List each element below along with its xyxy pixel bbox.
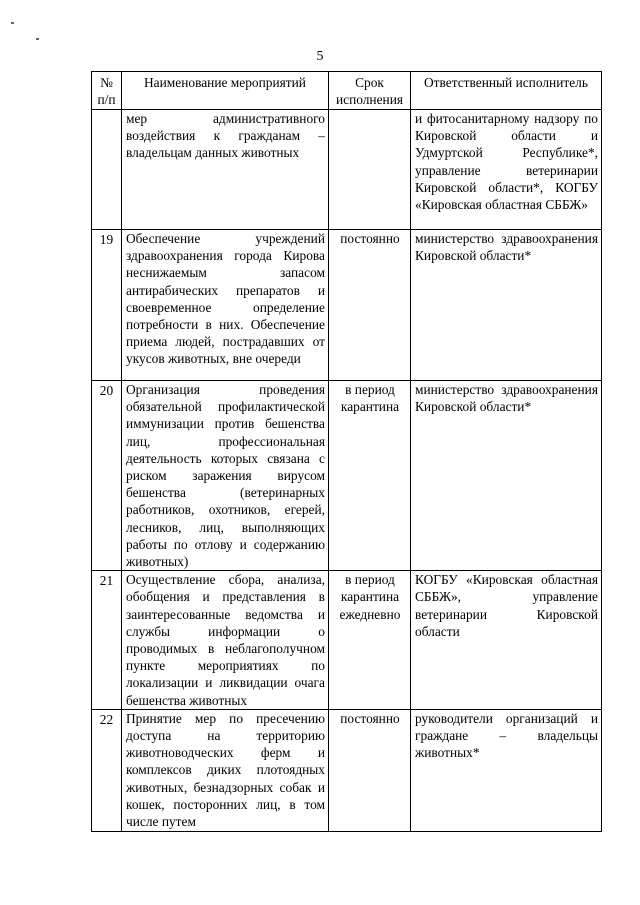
table-row [92,230,602,381]
page-number: 5 [316,49,324,64]
column-header-name: Наименование мероприятий [122,72,329,110]
row-measure: мер административного воздействия к гражданам – владельцам данных животных [122,110,329,230]
row-number: 21 [92,571,122,710]
row-responsible: министерство здравоохранения Кировской области* [411,230,602,381]
row-term: в период карантина ежедневно [329,571,411,710]
column-header-responsible: Ответственный исполнитель [411,72,602,110]
row-number: 20 [92,381,122,571]
table-row [92,571,602,710]
row-responsible: министерство здравоохранения Кировской области* [411,381,602,571]
table-header-row [92,72,602,110]
column-header-number: № п/п [92,72,122,110]
scan-mark [36,38,39,40]
row-term: в период карантина [329,381,411,571]
row-measure: Обеспечение учреждений здравоохранения города Кирова неснижаемым запасом антирабических препаратов и своевременное определение потребности в них. Обеспечение приема людей, пострадавших от укусов животных, вне очереди [122,230,329,381]
table-row [92,709,602,831]
row-measure: Принятие мер по пресечению доступа на территорию животноводческих ферм и комплексов диких плотоядных животных, безнадзорных собак и кошек, посторонних лиц, в том числе путем [122,709,329,831]
row-term [329,110,411,230]
row-term: постоянно [329,230,411,381]
row-measure: Осуществление сбора, анализа, обобщения и представления в заинтересованные ведомства и службы информации о проводимых в неблагополучном пункте мероприятиях по локализации и ликвидации очага бешенства животных [122,571,329,710]
measures-table [91,71,602,832]
row-term: постоянно [329,709,411,831]
row-number: 19 [92,230,122,381]
row-number [92,110,122,230]
column-header-term: Срок исполнения [329,72,411,110]
table-row [92,381,602,571]
row-number: 22 [92,709,122,831]
row-responsible: руководители организаций и граждане – владельцы животных* [411,709,602,831]
row-responsible: КОГБУ «Кировская областная СББЖ», управление ветеринарии Кировской области [411,571,602,710]
table-row [92,110,602,230]
row-responsible: и фитосанитарному надзору по Кировской области и Удмуртской Республике*, управление ветеринарии Кировской области*, КОГБУ «Кировская областная СББЖ» [411,110,602,230]
row-measure: Организация проведения обязательной профилактической иммунизации против бешенства лиц, профессиональная деятельность которых связана с риском заражения вирусом бешенства (ветеринарных работников, охотников, егерей, лесников, лиц, выполняющих работы по отлову и содержанию животных) [122,381,329,571]
scan-mark [11,22,14,24]
